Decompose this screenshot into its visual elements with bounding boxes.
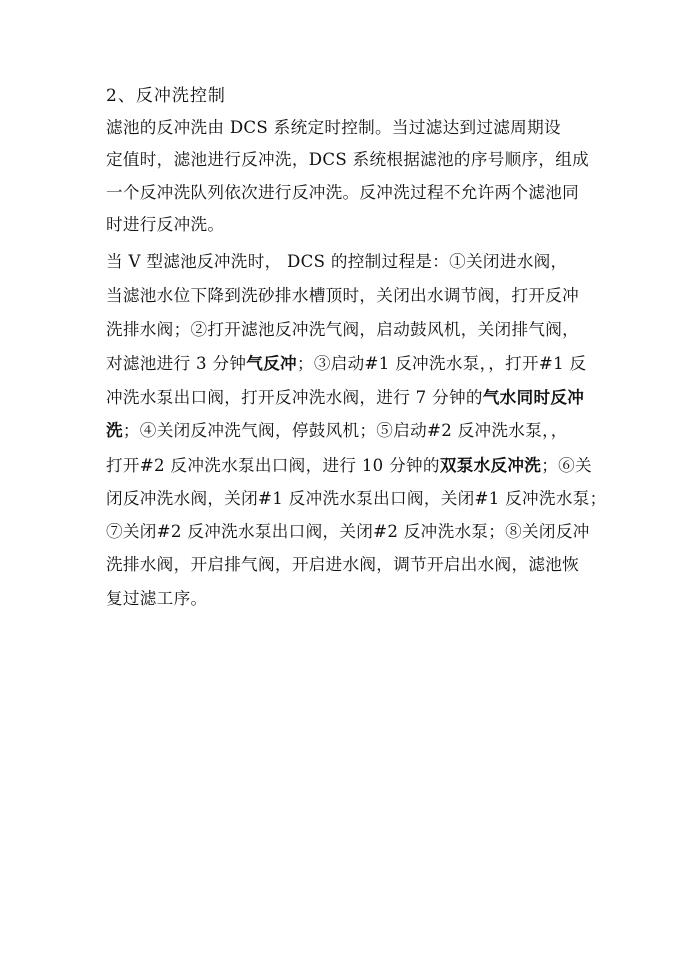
text-run: 打开#2 反冲洗水泵出口阀，进行 10 分钟的 bbox=[106, 456, 440, 475]
text-run: ；④关闭反冲洗气阀，停鼓风机；⑤启动#2 反冲洗水泵，， bbox=[122, 421, 568, 440]
paragraph-2-line-3: 洗排水阀；②打开滤池反冲洗气阀，启动鼓风机，关闭排气阀， bbox=[106, 320, 580, 339]
text-run: 对滤池进行 3 分钟 bbox=[106, 354, 247, 373]
paragraph-2-line-1: 当 V 型滤池反冲洗时， DCS 的控制过程是：①关闭进水阀， bbox=[106, 252, 568, 271]
paragraph-2-line-4 bbox=[106, 351, 587, 376]
paragraph-2-line-5 bbox=[106, 385, 585, 410]
emphasis-air-water-backwash-end: 洗 bbox=[106, 420, 123, 440]
emphasis-dual-pump-backwash: 双泵水反冲洗 bbox=[439, 455, 542, 475]
text-run: 冲洗水泵出口阀，打开反冲洗水阀，进行 7 分钟的 bbox=[106, 388, 483, 407]
paragraph-2-line-11: 复过滤工序。 bbox=[106, 589, 208, 608]
emphasis-air-water-backwash: 气水同时反冲 bbox=[482, 387, 585, 407]
paragraph-2-line-7 bbox=[106, 453, 592, 478]
section-heading: 2、反冲洗控制 bbox=[106, 86, 226, 106]
paragraph-1-line-2: 定值时，滤池进行反冲洗，DCS 系统根据滤池的序号顺序，组成 bbox=[106, 150, 590, 169]
text-run: ；⑥关 bbox=[541, 456, 592, 475]
paragraph-2-line-6 bbox=[106, 418, 581, 443]
paragraph-2-line-10: 洗排水阀，开启排气阀，开启进水阀，调节开启出水阀，滤池恢 bbox=[106, 555, 580, 574]
emphasis-air-backwash: 气反冲 bbox=[246, 353, 297, 373]
paragraph-1-line-3: 一个反冲洗队列依次进行反冲洗。反冲洗过程不允许两个滤池同 bbox=[106, 183, 580, 202]
paragraph-2-line-8: 闭反冲洗水阀，关闭#1 反冲洗水泵出口阀，关闭#1 反冲洗水泵； bbox=[106, 489, 607, 508]
paragraph-1-line-4: 时进行反冲洗。 bbox=[106, 215, 225, 234]
paragraph-2-line-9: ⑦关闭#2 反冲洗水泵出口阀，关闭#2 反冲洗水泵；⑧关闭反冲 bbox=[106, 522, 590, 541]
text-run: ；③启动#1 反冲洗水泵，，打开#1 反 bbox=[296, 354, 587, 373]
paragraph-1-line-1: 滤池的反冲洗由 DCS 系统定时控制。当过滤达到过滤周期设 bbox=[106, 118, 561, 137]
paragraph-2-line-2: 当滤池水位下降到洗砂排水槽顶时，关闭出水调节阀，打开反冲 bbox=[106, 286, 580, 305]
